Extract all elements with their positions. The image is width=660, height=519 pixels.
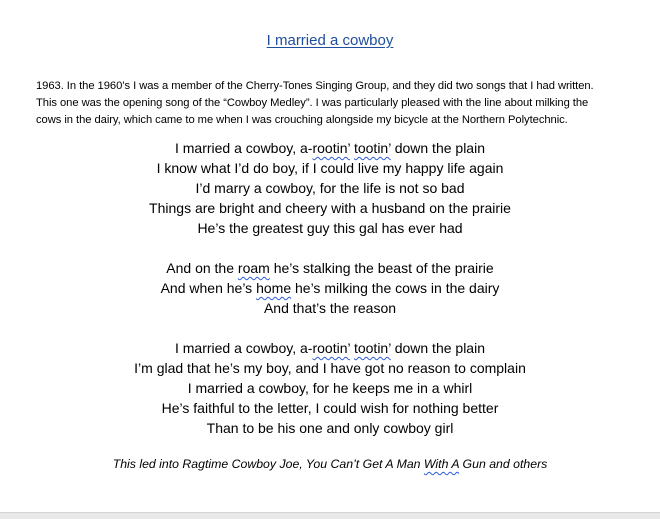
lyric-line: Things are bright and cheery with a husband on the prairie — [149, 200, 511, 216]
spellcheck-word[interactable]: rootin’ — [312, 140, 351, 156]
lyric-line: I know what I’d do boy, if I could live my happy life again — [156, 160, 504, 176]
verse-2 — [0, 258, 660, 318]
lyric-line: I’m glad that he’s my boy, and I have got no reason to complain — [134, 360, 526, 376]
lyric-line: I’d marry a cowboy, for the life is not so bad — [195, 180, 465, 196]
lyric-line: And when he’s home he’s milking the cows in the dairy — [160, 280, 500, 296]
closing-note: This led into Ragtime Cowboy Joe, You Can’t Get A Man With A Gun and others — [112, 457, 548, 471]
spellcheck-word[interactable]: rootin’ — [312, 340, 351, 356]
page-title[interactable]: I married a cowboy — [266, 32, 394, 49]
lyric-line: I married a cowboy, a-rootin’ tootin’ down the plain — [174, 140, 485, 156]
lyric-line: And that’s the reason — [263, 300, 397, 316]
intro-line: cows in the dairy, which came to me when I was crouching alongside my bicycle at the Northern Polytechnic. — [36, 114, 568, 126]
lyric-line: I married a cowboy, a-rootin’ tootin’ down the plain — [174, 340, 485, 356]
spellcheck-word[interactable]: home — [256, 280, 292, 296]
page-bottom-edge — [0, 512, 660, 519]
lyric-line: Than to be his one and only cowboy girl — [206, 420, 454, 436]
lyric-line: He’s the greatest guy this gal has ever had — [197, 220, 463, 236]
lyric-line: And on the roam he’s stalking the beast of the prairie — [166, 260, 494, 276]
lyric-line: I married a cowboy, for he keeps me in a whirl — [187, 380, 473, 396]
intro-paragraph — [36, 78, 636, 129]
spellcheck-word[interactable]: tootin’ — [353, 140, 391, 156]
verse-3 — [0, 338, 660, 438]
spellcheck-word[interactable]: tootin’ — [353, 340, 391, 356]
intro-line: 1963. In the 1960’s I was a member of the Cherry-Tones Singing Group, and they did two songs that I had written. — [36, 80, 594, 92]
spellcheck-word[interactable]: With A — [423, 457, 460, 471]
spellcheck-word[interactable]: roam — [237, 260, 270, 276]
verse-1 — [0, 138, 660, 238]
lyric-line: He’s faithful to the letter, I could wish for nothing better — [161, 400, 499, 416]
intro-line: This one was the opening song of the “Cowboy Medley”. I was particularly pleased with the line about milking the — [36, 97, 589, 109]
